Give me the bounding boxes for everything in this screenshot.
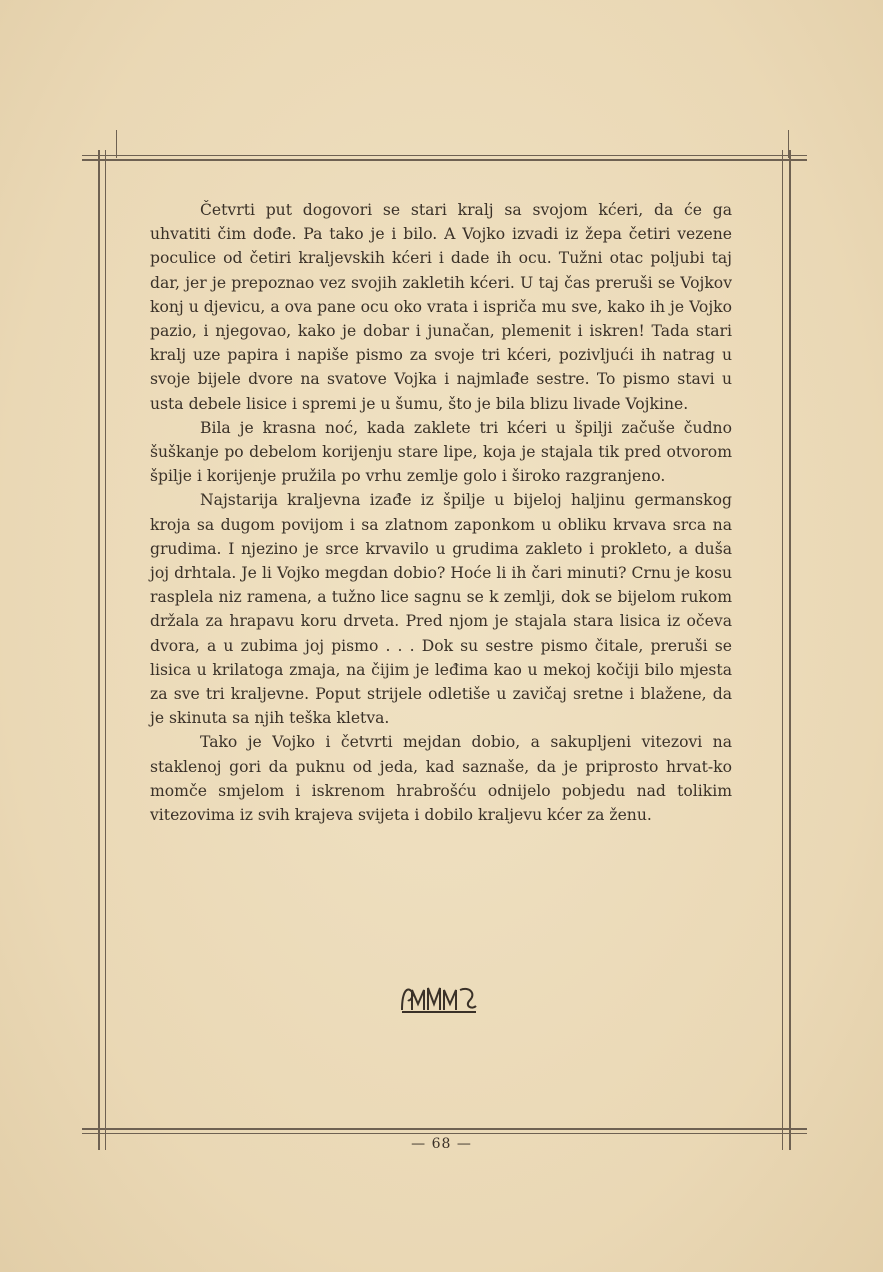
paragraph-2: Bila je krasna noć, kada zaklete tri kćeri u špilji začuše čudno šuškanje po debelom korijenju stare lipe, koja je stajala tik pred otvorom špilje i korijenje pružila po vrhu zemlje golo i široko razgranjeno. <box>150 418 732 486</box>
frame-left-rule-inner <box>105 150 106 1150</box>
frame-bottom-rule <box>82 1128 807 1130</box>
frame-right-rule <box>789 150 791 1150</box>
vignette-ornament-icon <box>398 980 480 1016</box>
frame-corner-tick-right <box>788 130 789 158</box>
paragraph-1: Četvrti put dogovori se stari kralj sa svojom kćeri, da će ga uhvatiti čim dođe. Pa tako je i bilo. A Vojko izvadi iz žepa četiri vezene poculice od četiri kraljevskih kćeri i dade ih ocu. Tužni otac poljubi taj dar, jer je prepoznao vez svojih zakletih kćeri. U taj čas preruši se Vojkov konj u djevicu, a ova pane ocu oko vrata i ispriča mu sve, kako ih je Vojko pazio, i njegovao, kako je dobar i junačan, plemenit i iskren! Tada stari kralj uze papira i napiše pismo za svoje tri kćeri, pozivljući ih natrag u svoje bijele dvore na svatove Vojka i najmlađe sestre. To pismo stavi u usta debele lisice i spremi je u šumu, što je bila blizu livade Vojkine. <box>150 201 732 413</box>
frame-left-rule <box>98 150 100 1150</box>
paragraph-3: Najstarija kraljevna izađe iz špilje u bijeloj haljinu germanskog kroja sa dugom povijom i sa zlatnom zaponkom u obliku krvava srca na grudima. I njezino je srce krvavilo u grudima zakleto i prokleto, a duša joj drhtala. Je li Vojko megdan dobio? Hoće li ih čari minuti? Crnu je kosu rasplela niz ramena, a tužno lice sagnu se k zemlji, dok se bijelom rukom držala za hrapavu koru drveta. Pred njom je stajala stara lisica iz očeva dvora, a u zubima joj pismo . . . Dok su sestre pismo čitale, preruši se lisica u krilatoga zmaja, na čijim je leđima kao u mekoj kočiji bilo mjesta za sve tri kraljevne. Poput strijele odletiše u zavičaj sretne i blažene, da je skinuta sa njih teška kletva. <box>150 491 732 728</box>
paragraph-4: Tako je Vojko i četvrti mejdan dobio, a sakupljeni vitezovi na staklenoj gori da puknu od jeda, kad saznaše, da je priprosto hrvat-ko momče smjelom i iskrenom hrabrošću odnijelo pobjedu nad tolikim vitezovima iz svih krajeva svijeta i dobilo kraljevu kćer za ženu. <box>150 733 732 825</box>
frame-right-rule-inner <box>782 150 783 1150</box>
frame-bottom-rule-double <box>82 1133 807 1134</box>
frame-top-rule-double <box>82 159 807 161</box>
page-number: — 68 — <box>411 1136 472 1152</box>
frame-top-rule <box>82 155 807 156</box>
frame-corner-tick-left <box>116 130 117 158</box>
body-text <box>150 198 732 827</box>
